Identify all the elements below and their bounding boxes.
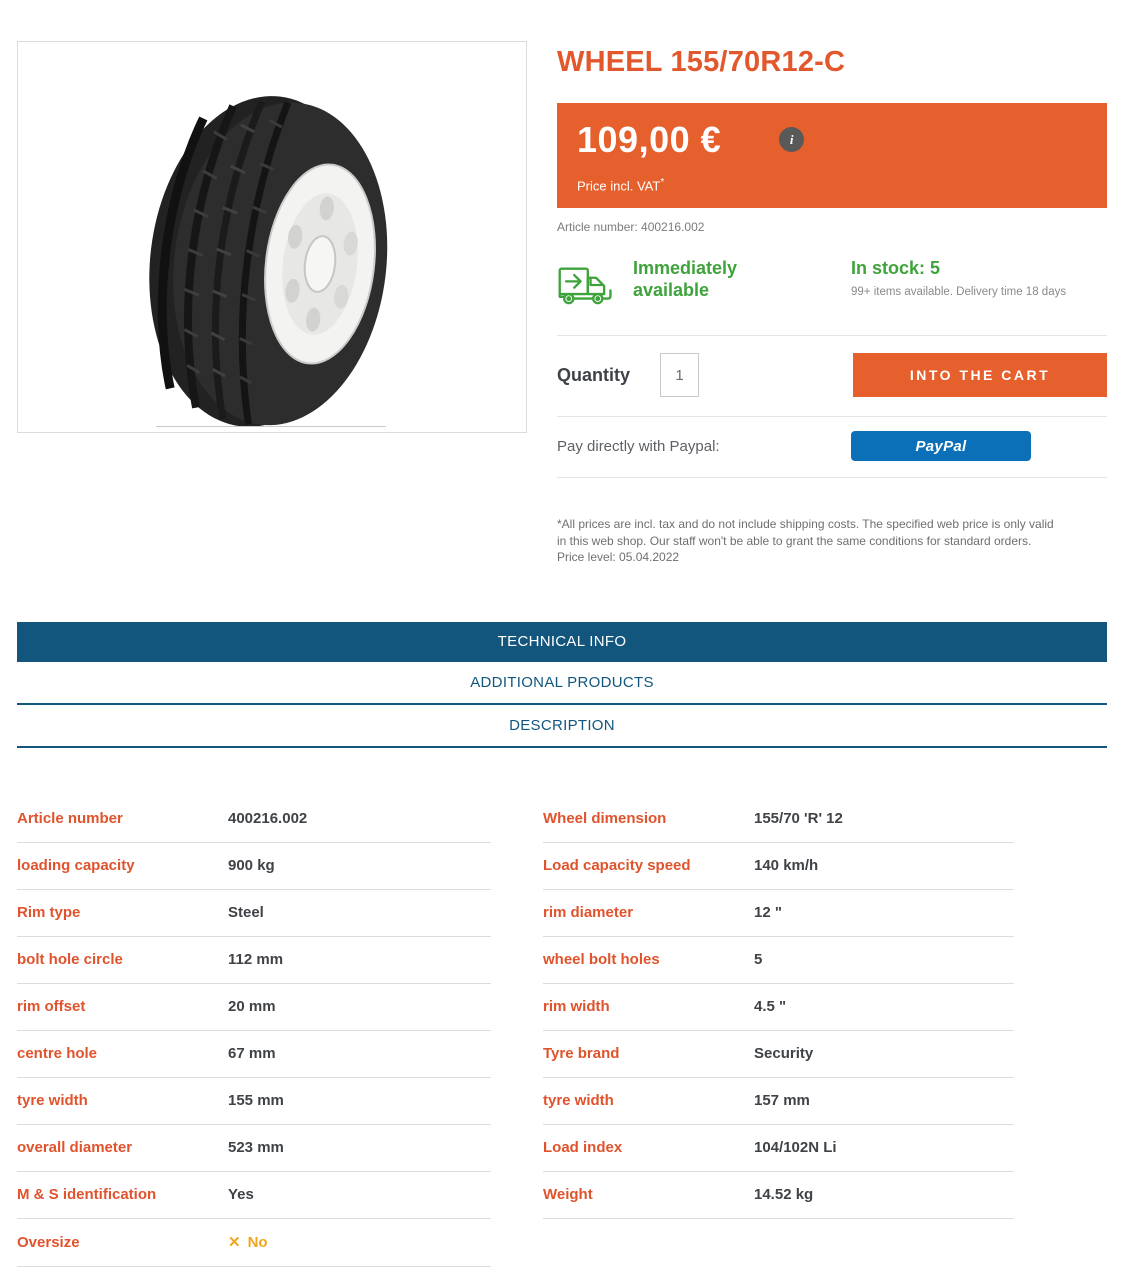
tab-additional-products[interactable]: [17, 662, 1107, 705]
spec-label: Wheel dimension: [543, 809, 667, 827]
spec-row: [543, 937, 1014, 984]
vat-note-text: Price incl. VAT: [577, 178, 661, 194]
spec-label: bolt hole circle: [17, 950, 123, 968]
quantity-row: [557, 336, 1107, 417]
spec-value-text: 104/102N Li: [754, 1138, 837, 1156]
spec-value: [228, 1186, 254, 1203]
spec-value-text: Security: [754, 1044, 814, 1062]
spec-label: Article number: [17, 809, 123, 827]
spec-value-text: 112 mm: [228, 950, 284, 968]
spec-value: [228, 857, 275, 874]
price-disclaimer: [557, 516, 1062, 566]
spec-row: [543, 843, 1014, 890]
spec-value-text: 12 ": [754, 903, 782, 921]
quantity-input[interactable]: [660, 353, 699, 397]
price-level-date: Price level: 05.04.2022: [557, 550, 680, 565]
delivery-time-note: 99+ items available. Delivery time 18 days: [851, 286, 1067, 299]
spec-row: [17, 984, 491, 1031]
info-icon[interactable]: i: [779, 127, 804, 152]
spec-value-text: Yes: [228, 1185, 254, 1203]
spec-value-text: 4.5 ": [754, 997, 787, 1015]
spec-row: [17, 1172, 491, 1219]
quantity-label: Quantity: [557, 364, 631, 385]
spec-value-text: 155/70 'R' 12: [754, 809, 843, 827]
spec-value: [754, 810, 843, 827]
spec-label: Oversize: [17, 1233, 80, 1251]
spec-row: [17, 1125, 491, 1172]
spec-row: [17, 1031, 491, 1078]
spec-value-text: 155 mm: [228, 1091, 284, 1109]
spec-row: [17, 796, 491, 843]
spec-row: [17, 890, 491, 937]
disclaimer-text: *All prices are incl. tax and do not include shipping costs. The specified web price is only valid in this web shop. Our staff won't be able to grant the same conditions for standard orders.: [557, 517, 1054, 548]
tab-label: TECHNICAL INFO: [497, 633, 627, 651]
article-number: Article number: 400216.002: [557, 220, 705, 235]
technical-specs-table: [17, 796, 1107, 1267]
spec-value-text: 140 km/h: [754, 856, 819, 874]
spec-row: [543, 890, 1014, 937]
spec-value: [754, 998, 786, 1015]
spec-label: tyre width: [543, 1091, 614, 1109]
spec-value: [228, 1139, 284, 1156]
tab-description[interactable]: [17, 705, 1107, 748]
spec-row: [17, 937, 491, 984]
spec-value-text: 157 mm: [754, 1091, 810, 1109]
image-separator-line: [156, 426, 386, 427]
tabs: [17, 622, 1107, 748]
spec-label: M & S identification: [17, 1185, 157, 1203]
spec-label: Tyre brand: [543, 1044, 620, 1062]
vat-asterisk: *: [660, 176, 665, 188]
spec-value: [228, 1045, 276, 1062]
paypal-button[interactable]: PayPal: [851, 431, 1031, 461]
spec-value: [228, 998, 276, 1015]
spec-value: [754, 951, 762, 968]
spec-row: [17, 1078, 491, 1125]
price-box: [557, 103, 1107, 208]
spec-label: Load index: [543, 1138, 623, 1156]
availability-status: Immediately available: [633, 258, 738, 300]
spec-label: wheel bolt holes: [543, 950, 660, 968]
spec-value-text: 14.52 kg: [754, 1185, 814, 1203]
spec-value: [228, 1092, 284, 1109]
spec-label: rim offset: [17, 997, 86, 1015]
spec-value: [754, 1186, 813, 1203]
specs-right: [543, 796, 1014, 1267]
spec-label: Rim type: [17, 903, 81, 921]
spec-value-text: 67 mm: [228, 1044, 276, 1062]
spec-value: [228, 951, 283, 968]
tab-label: ADDITIONAL PRODUCTS: [470, 673, 654, 691]
specs-left: [17, 796, 491, 1267]
spec-row: [17, 1219, 491, 1267]
spec-row: [543, 1078, 1014, 1125]
spec-label: Load capacity speed: [543, 856, 691, 874]
paypal-row: [557, 417, 1107, 478]
vat-note: [577, 177, 1087, 193]
spec-value: [754, 1139, 837, 1156]
spec-row: [543, 1172, 1014, 1219]
page-title: WHEEL 155/70R12-C: [557, 46, 846, 78]
spec-row: [17, 843, 491, 890]
spec-value-text: 5: [754, 950, 763, 968]
spec-value: [754, 857, 818, 874]
spec-value: [754, 1092, 810, 1109]
spec-value-text: 400216.002: [228, 809, 308, 827]
paypal-label: Pay directly with Paypal:: [557, 437, 720, 455]
spec-row: [543, 1125, 1014, 1172]
tyre-wheel-image: [18, 50, 528, 430]
spec-label: rim width: [543, 997, 610, 1015]
cross-icon: ✕: [228, 1233, 241, 1251]
spec-label: Weight: [543, 1185, 593, 1203]
availability-row: [557, 254, 1107, 336]
spec-row: [543, 796, 1014, 843]
tab-label: DESCRIPTION: [509, 716, 615, 734]
product-info-panel: [557, 41, 1107, 566]
product-image[interactable]: [17, 41, 527, 433]
delivery-truck-icon: [557, 258, 617, 313]
spec-label: centre hole: [17, 1044, 98, 1062]
spec-label: overall diameter: [17, 1138, 133, 1156]
spec-value-text: 900 kg: [228, 856, 275, 874]
spec-value: [228, 1233, 268, 1251]
spec-value: [228, 810, 307, 827]
spec-label: rim diameter: [543, 903, 634, 921]
spec-value-text: 20 mm: [228, 997, 276, 1015]
spec-row: [543, 1031, 1014, 1078]
tab-technical-info[interactable]: [17, 622, 1107, 662]
spec-value: [754, 1045, 813, 1062]
product-top-section: [17, 41, 1107, 566]
add-to-cart-button[interactable]: INTO THE CART: [853, 353, 1107, 397]
in-stock-count: In stock: 5: [851, 258, 941, 279]
spec-value: [754, 904, 782, 921]
spec-row: [543, 984, 1014, 1031]
spec-value-text: Steel: [228, 903, 264, 921]
spec-value-text: 523 mm: [228, 1138, 284, 1156]
spec-label: loading capacity: [17, 856, 135, 874]
stock-info: [851, 258, 1107, 298]
spec-value: [228, 904, 264, 921]
spec-value-text: No: [247, 1233, 268, 1251]
price-amount: 109,00 €: [577, 118, 722, 160]
spec-label: tyre width: [17, 1091, 88, 1109]
